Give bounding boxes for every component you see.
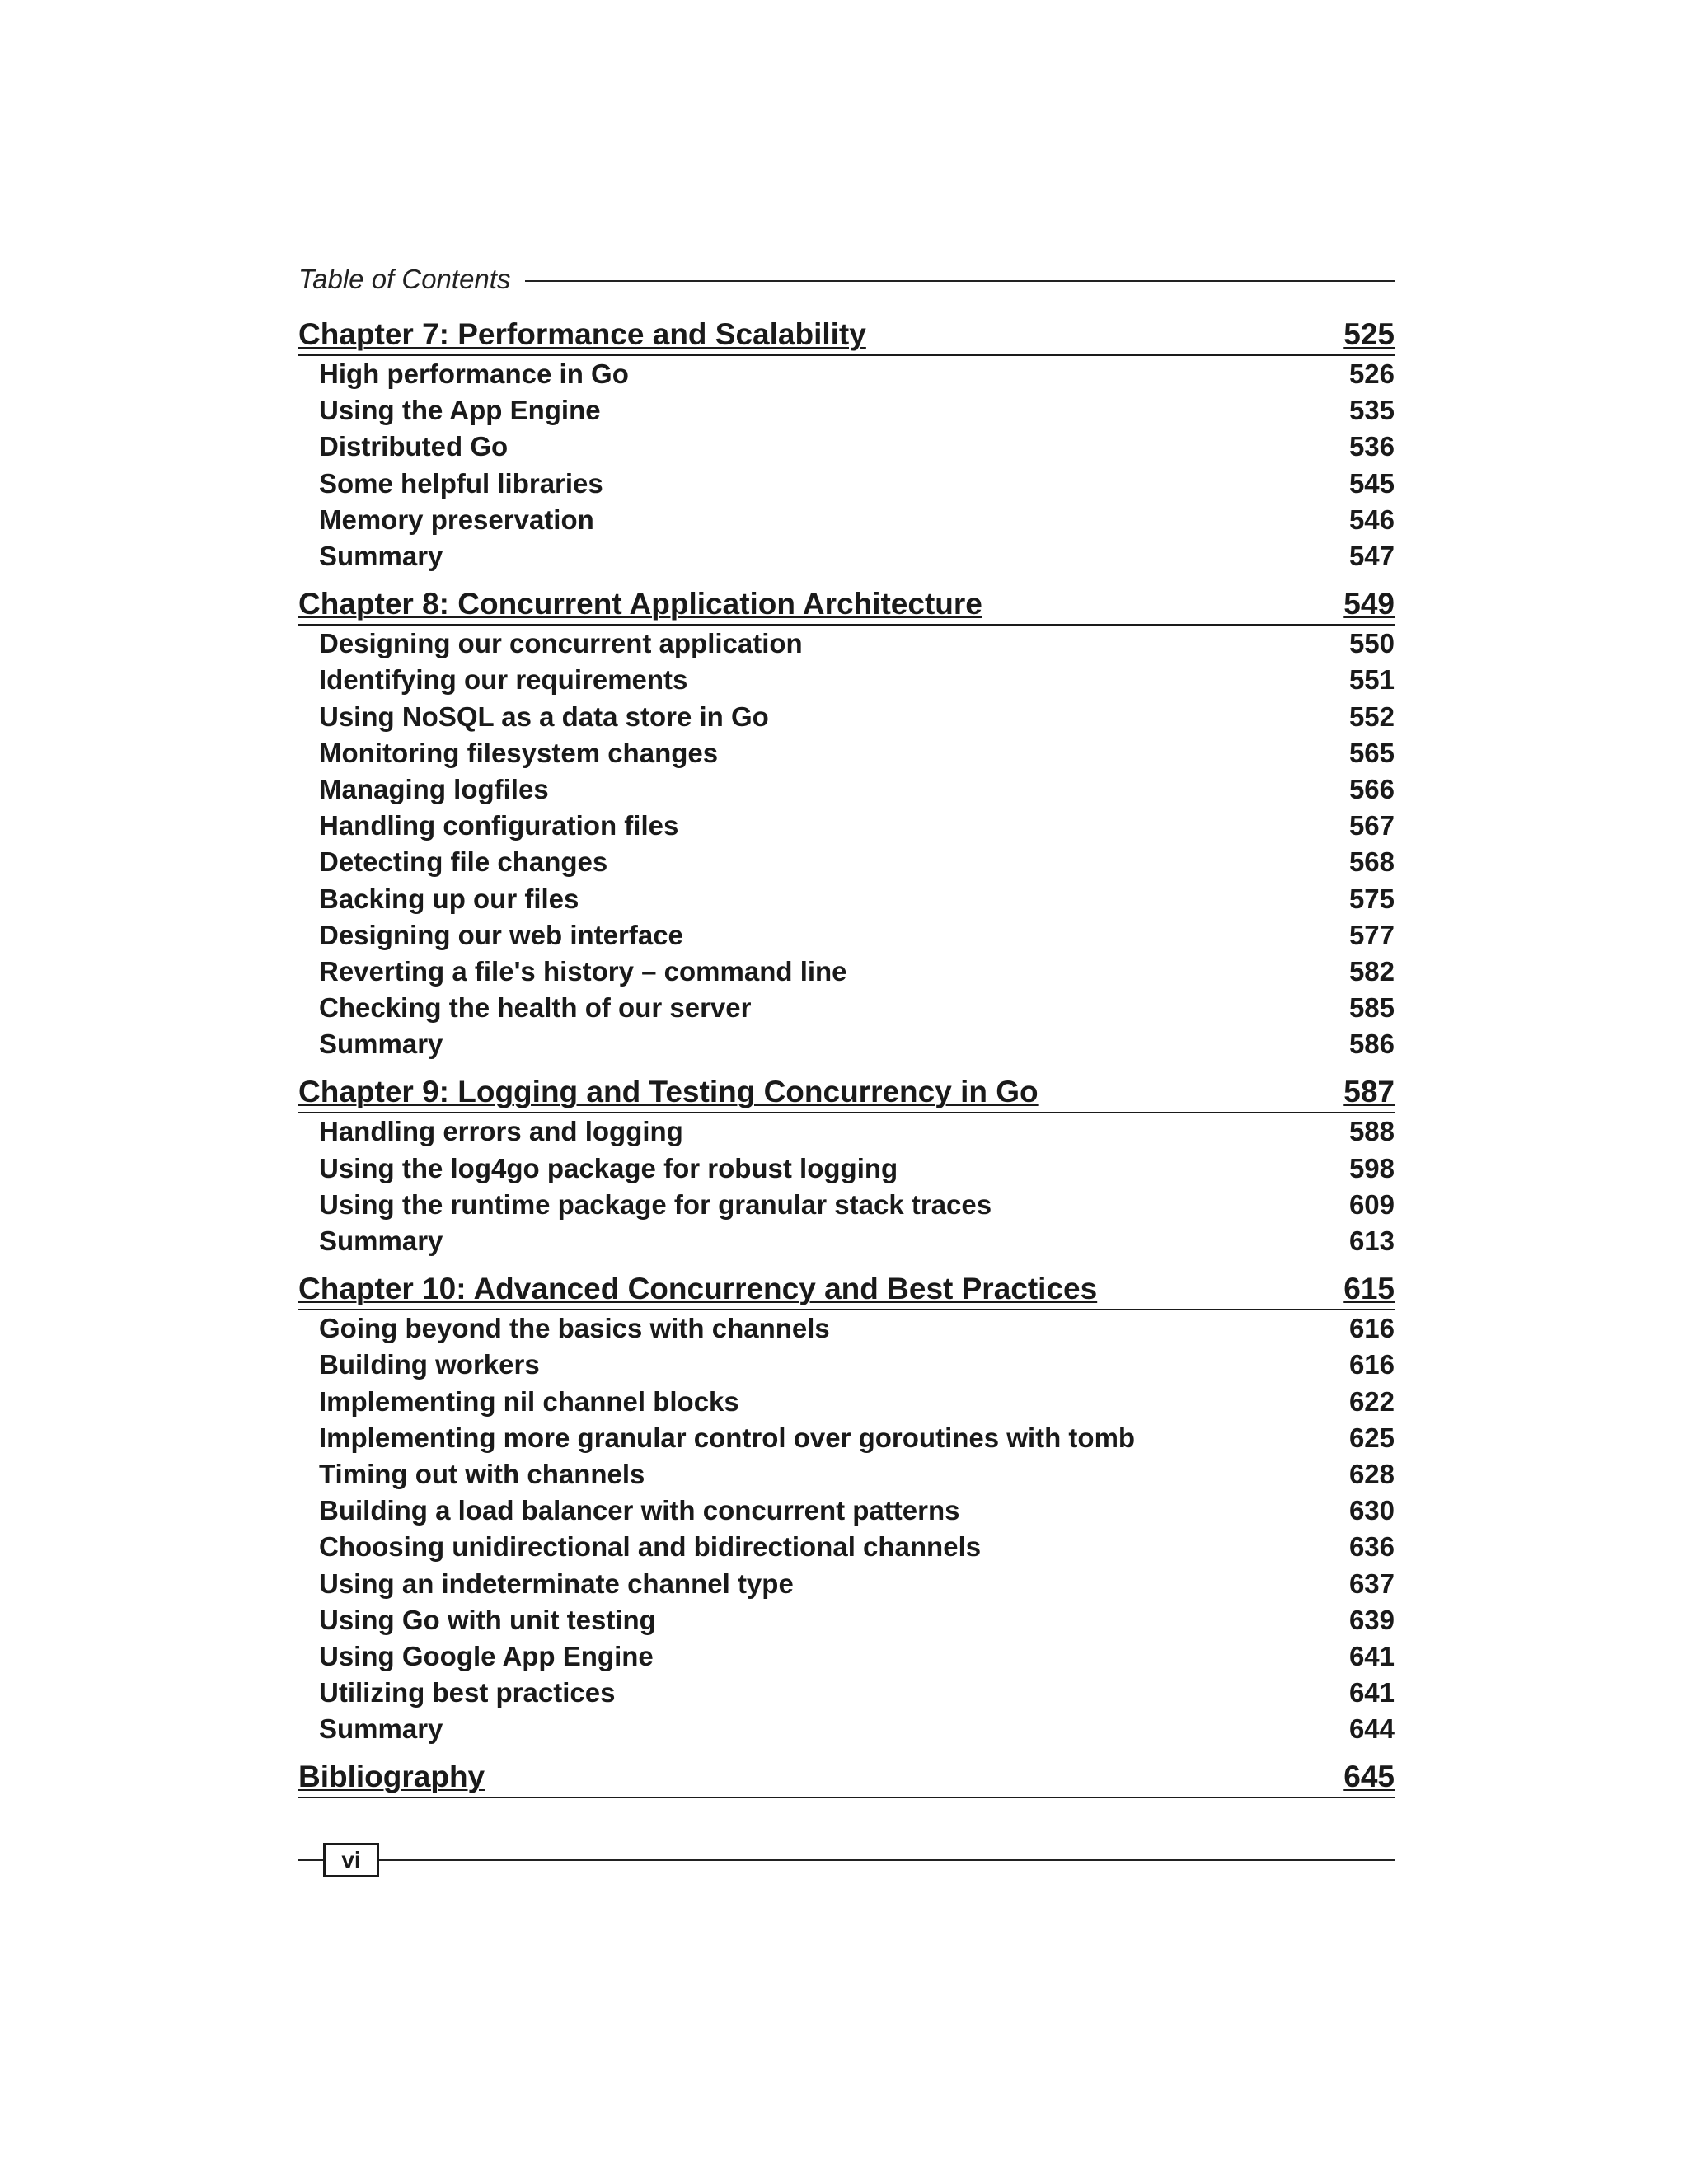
toc-section-page: 639 — [1348, 1604, 1395, 1635]
toc-section-page: 565 — [1348, 737, 1395, 768]
toc-section-entry[interactable] — [298, 1384, 1395, 1420]
toc-section-title: Building a load balancer with concurrent patterns — [319, 1495, 960, 1526]
toc-section-page: 630 — [1348, 1495, 1395, 1526]
toc-section-page: 613 — [1348, 1226, 1395, 1257]
toc-chapter-page: 587 — [1343, 1075, 1395, 1109]
toc-section-page: 586 — [1348, 1029, 1395, 1060]
toc-section-title: Backing up our files — [319, 883, 579, 914]
toc-section-entry[interactable] — [298, 356, 1395, 392]
toc-section-page: 577 — [1348, 919, 1395, 950]
toc-section-page: 637 — [1348, 1568, 1395, 1599]
toc-section-page: 546 — [1348, 504, 1395, 535]
toc-section-title: Implementing nil channel blocks — [319, 1385, 739, 1417]
toc-section-entry[interactable] — [298, 466, 1395, 502]
toc-chapter — [298, 315, 1395, 574]
toc-section-title: Designing our concurrent application — [319, 628, 803, 659]
toc-section-page: 535 — [1348, 395, 1395, 426]
toc-chapter-entry[interactable] — [298, 315, 1395, 356]
running-header-rule — [525, 280, 1395, 282]
toc-section-title: Using the log4go package for robust logging — [319, 1152, 898, 1183]
toc-section-title: Going beyond the basics with channels — [319, 1313, 830, 1344]
toc-section-page: 641 — [1348, 1677, 1395, 1708]
page-footer — [298, 1843, 1395, 1876]
toc-section-entry[interactable] — [298, 1026, 1395, 1062]
toc-chapter-page: 525 — [1343, 317, 1395, 351]
toc-chapter-entry[interactable] — [298, 1757, 1395, 1798]
toc-section-entry[interactable] — [298, 1711, 1395, 1747]
toc-section-entry[interactable] — [298, 1151, 1395, 1187]
toc-chapter-page: 549 — [1343, 587, 1395, 621]
toc-section-title: Checking the health of our server — [319, 992, 752, 1024]
toc-section-title: Summary — [319, 1226, 443, 1257]
toc-section-title: Using NoSQL as a data store in Go — [319, 701, 769, 732]
toc-section-page: 550 — [1348, 628, 1395, 659]
toc-section-page: 609 — [1348, 1188, 1395, 1220]
toc-section-page: 585 — [1348, 992, 1395, 1024]
toc-section-page: 636 — [1348, 1531, 1395, 1563]
toc-section-title: Handling errors and logging — [319, 1116, 683, 1147]
toc-section-entry[interactable] — [298, 626, 1395, 662]
running-header-title: Table of Contents — [298, 264, 511, 294]
toc-section-entry[interactable] — [298, 808, 1395, 844]
toc-section-page: 616 — [1348, 1313, 1395, 1344]
document-page — [298, 0, 1395, 2184]
toc-section-entry[interactable] — [298, 1493, 1395, 1529]
toc-section-title: Designing our web interface — [319, 919, 683, 950]
toc-section-entry[interactable] — [298, 1529, 1395, 1565]
toc-section-title: Using Google App Engine — [319, 1640, 654, 1671]
toc-chapter-entry[interactable] — [298, 1269, 1395, 1310]
toc-section-page: 641 — [1348, 1640, 1395, 1671]
toc-section-title: Utilizing best practices — [319, 1677, 616, 1708]
toc-section-entry[interactable] — [298, 538, 1395, 574]
toc-section-title: Using Go with unit testing — [319, 1604, 656, 1635]
toc-section-title: Distributed Go — [319, 431, 509, 462]
toc-section-entry[interactable] — [298, 844, 1395, 880]
toc-section-title: Using an indeterminate channel type — [319, 1568, 794, 1599]
toc-section-page: 552 — [1348, 701, 1395, 732]
page-number-box — [323, 1843, 379, 1877]
toc-section-title: Timing out with channels — [319, 1458, 645, 1489]
toc-section-page: 547 — [1348, 541, 1395, 572]
toc-section-entry[interactable] — [298, 1310, 1395, 1347]
toc-section-page: 567 — [1348, 810, 1395, 841]
toc-section-title: Summary — [319, 1029, 443, 1060]
toc-section-entry[interactable] — [298, 1675, 1395, 1711]
toc-section-page: 588 — [1348, 1116, 1395, 1147]
toc-section-entry[interactable] — [298, 1456, 1395, 1493]
toc-section-title: Reverting a file's history – command line — [319, 955, 847, 987]
toc-section-title: Managing logfiles — [319, 773, 549, 804]
toc-section-entry[interactable] — [298, 735, 1395, 771]
toc-section-page: 625 — [1348, 1422, 1395, 1453]
toc-section-title: Summary — [319, 541, 443, 572]
toc-section-entry[interactable] — [298, 990, 1395, 1026]
toc-section-title: Memory preservation — [319, 504, 594, 535]
toc-section-entry[interactable] — [298, 1347, 1395, 1383]
toc-chapter — [298, 1072, 1395, 1259]
toc-section-entry[interactable] — [298, 429, 1395, 465]
toc-chapter-title: Bibliography — [298, 1760, 485, 1794]
toc-section-entry[interactable] — [298, 1113, 1395, 1150]
footer-rule — [298, 1859, 1395, 1861]
toc-section-title: High performance in Go — [319, 359, 629, 390]
toc-section-title: Some helpful libraries — [319, 467, 603, 499]
toc-chapter-title: Chapter 8: Concurrent Application Architecture — [298, 587, 982, 621]
toc-section-title: Implementing more granular control over goroutines with tomb — [319, 1422, 1136, 1453]
toc-chapter — [298, 1757, 1395, 1798]
toc-chapter-title: Chapter 10: Advanced Concurrency and Best Practices — [298, 1272, 1098, 1306]
toc-section-title: Choosing unidirectional and bidirectional channels — [319, 1531, 982, 1563]
toc-section-title: Summary — [319, 1713, 443, 1745]
toc-chapter — [298, 584, 1395, 1062]
toc-section-title: Building workers — [319, 1349, 540, 1380]
toc-chapter-title: Chapter 9: Logging and Testing Concurrency in Go — [298, 1075, 1039, 1109]
toc-section-title: Handling configuration files — [319, 810, 679, 841]
toc-section-entry[interactable] — [298, 1602, 1395, 1638]
toc-section-entry[interactable] — [298, 880, 1395, 916]
toc-section-title: Using the runtime package for granular stack traces — [319, 1188, 992, 1220]
toc-section-page: 545 — [1348, 467, 1395, 499]
toc-section-page: 644 — [1348, 1713, 1395, 1745]
toc-chapter-title: Chapter 7: Performance and Scalability — [298, 317, 866, 351]
page-number: vi — [341, 1847, 361, 1872]
toc-section-page: 526 — [1348, 359, 1395, 390]
toc-section-page: 575 — [1348, 883, 1395, 914]
toc-section-title: Detecting file changes — [319, 846, 608, 878]
toc-section-entry[interactable] — [298, 1420, 1395, 1456]
toc-section-entry[interactable] — [298, 392, 1395, 429]
toc-section-title: Using the App Engine — [319, 395, 601, 426]
toc-section-entry[interactable] — [298, 1638, 1395, 1675]
toc-section-title: Identifying our requirements — [319, 664, 688, 696]
toc-section-page: 616 — [1348, 1349, 1395, 1380]
toc-section-page: 582 — [1348, 955, 1395, 987]
toc-section-entry[interactable] — [298, 1187, 1395, 1223]
toc-section-page: 568 — [1348, 846, 1395, 878]
toc-section-entry[interactable] — [298, 771, 1395, 808]
toc-section-entry[interactable] — [298, 502, 1395, 538]
toc-chapter-entry[interactable] — [298, 1072, 1395, 1113]
running-header — [298, 259, 1395, 300]
toc-section-page: 598 — [1348, 1152, 1395, 1183]
toc-section-page: 628 — [1348, 1458, 1395, 1489]
toc-section-page: 566 — [1348, 773, 1395, 804]
toc-section-entry[interactable] — [298, 699, 1395, 735]
toc-section-entry[interactable] — [298, 1565, 1395, 1601]
toc-section-page: 622 — [1348, 1385, 1395, 1417]
toc-chapter-entry[interactable] — [298, 584, 1395, 626]
table-of-contents — [298, 315, 1395, 1808]
toc-section-page: 536 — [1348, 431, 1395, 462]
toc-chapter — [298, 1269, 1395, 1747]
toc-section-title: Monitoring filesystem changes — [319, 737, 719, 768]
toc-chapter-page: 615 — [1343, 1272, 1395, 1306]
toc-chapter-page: 645 — [1343, 1760, 1395, 1794]
toc-section-entry[interactable] — [298, 662, 1395, 698]
toc-section-entry[interactable] — [298, 954, 1395, 990]
toc-section-page: 551 — [1348, 664, 1395, 696]
toc-section-entry[interactable] — [298, 917, 1395, 954]
toc-section-entry[interactable] — [298, 1223, 1395, 1259]
